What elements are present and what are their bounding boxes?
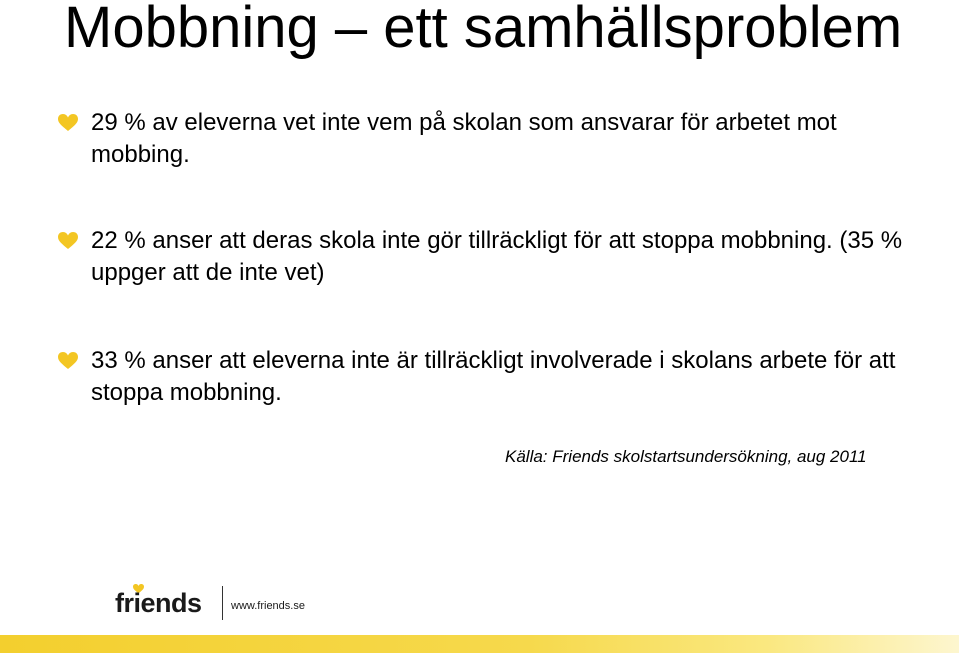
friends-logo	[115, 584, 220, 620]
logo-wordmark: friends	[115, 588, 202, 618]
heart-icon	[58, 114, 78, 132]
footer-divider	[222, 586, 223, 620]
bullet-text: 33 % anser att eleverna inte är tillräckligt involverade i skolans arbete för att stoppa mobbning.	[91, 347, 896, 406]
website-link[interactable]: www.friends.se	[231, 600, 305, 612]
source-citation: Källa: Friends skolstartsundersökning, aug 2011	[505, 447, 867, 466]
bullet-item	[58, 107, 918, 171]
heart-icon	[58, 232, 78, 250]
heart-icon	[58, 352, 78, 370]
bottom-color-band	[0, 635, 959, 653]
bullet-item	[58, 225, 918, 289]
bullet-text: 29 % av eleverna vet inte vem på skolan som ansvarar för arbetet mot mobbing.	[91, 109, 837, 168]
slide-title: Mobbning – ett samhällsproblem	[64, 0, 903, 60]
bullet-item	[58, 345, 918, 409]
bullet-text: 22 % anser att deras skola inte gör tillräckligt för att stoppa mobbning. (35 % uppger att de inte vet)	[91, 227, 903, 286]
